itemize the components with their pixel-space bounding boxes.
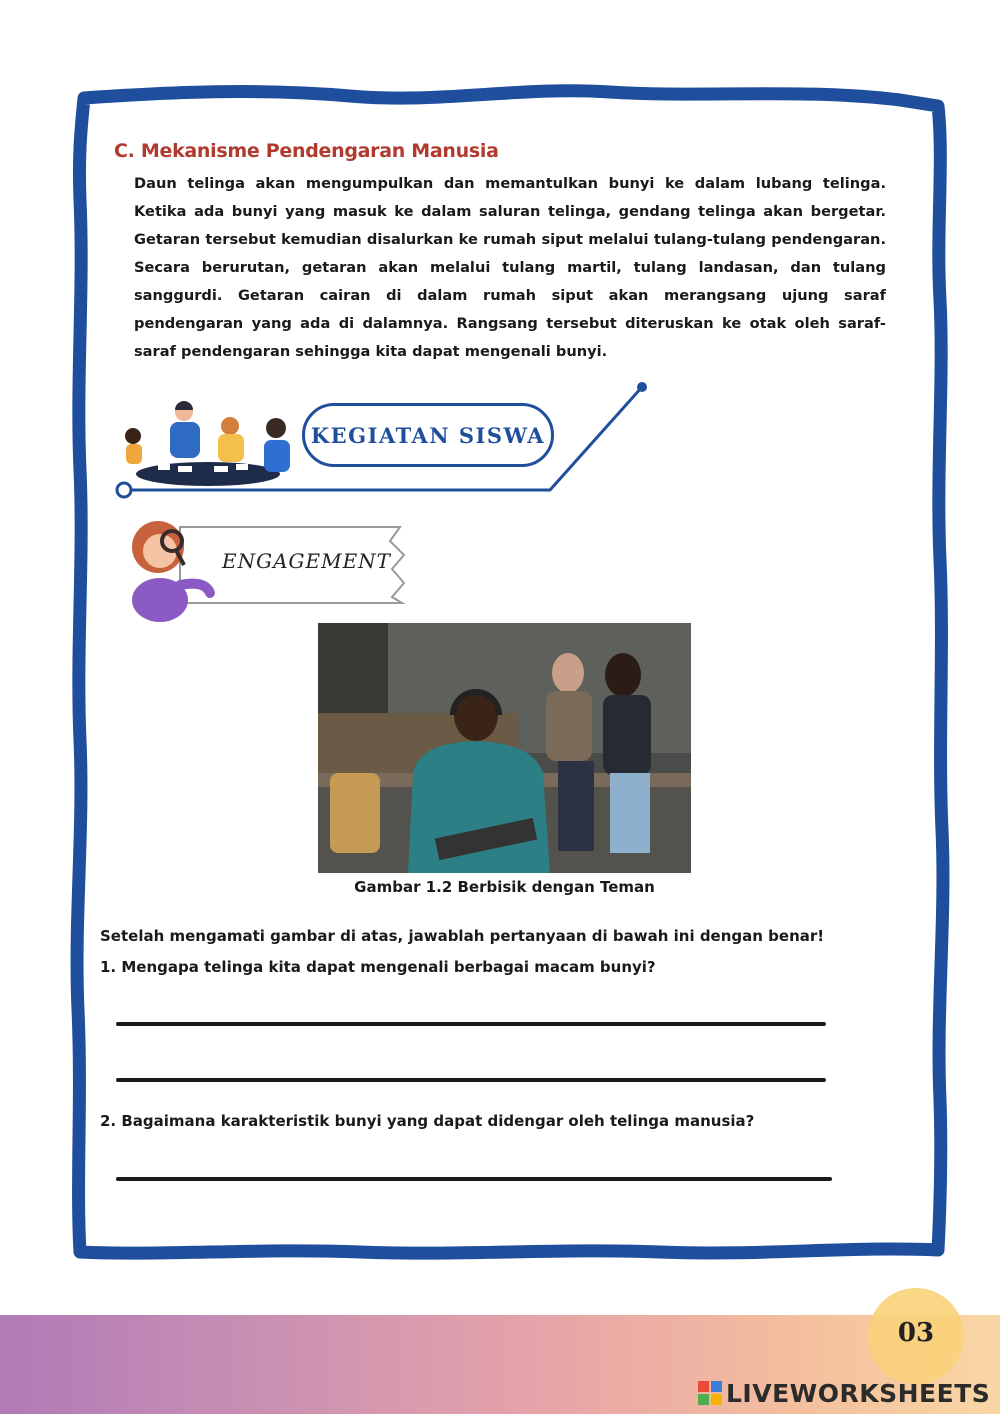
instruction-text: Setelah mengamati gambar di atas, jawablah pertanyaan di bawah ini dengan benar! [100,927,825,945]
question-2: 2. Bagaimana karakteristik bunyi yang dapat didengar oleh telinga manusia? [100,1112,755,1130]
liveworksheets-brand[interactable]: LIVEWORKSHEETS [726,1379,991,1408]
answer-line-1b[interactable] [116,1078,826,1082]
section-paragraph: Daun telinga akan mengumpulkan dan memantulkan bunyi ke dalam lubang telinga. Ketika ada bunyi yang masuk ke dalam saluran telinga, gendang telinga akan bergetar. Getaran tersebut kemudian disalurkan ke rumah siput melalui tulang-tulang pendengaran. Secara berurutan, getaran akan melalui tulang martil, tulang landasan, dan tulang sanggurdi. Getaran cairan di dalam rumah siput akan merangsang ujung saraf pendengaran yang ada di dalamnya. Rangsang tersebut diteruskan ke otak oleh saraf-saraf pendengaran sehingga kita dapat mengenali bunyi. [134,175,886,360]
page-number: 03 [897,1318,935,1348]
answer-line-1a[interactable] [116,1022,826,1026]
students-illustration [118,398,298,490]
liveworksheets-logo-icon [698,1381,722,1405]
kegiatan-siswa-label: KEGIATAN SISWA [302,403,554,467]
engagement-label: ENGAGEMENT [222,549,392,573]
section-heading: C. Mekanisme Pendengaran Manusia [114,140,499,162]
question-1: 1. Mengapa telinga kita dapat mengenali berbagai macam bunyi? [100,958,656,976]
students-photo [318,623,691,873]
figure-caption: Gambar 1.2 Berbisik dengan Teman [354,878,655,896]
answer-line-2[interactable] [116,1177,832,1181]
